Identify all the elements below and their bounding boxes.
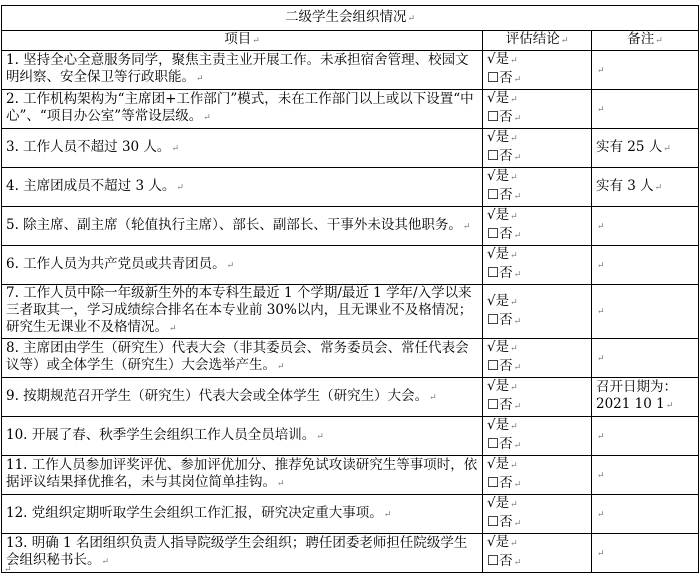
result-cell xyxy=(483,90,592,129)
paragraph-mark: ↵ xyxy=(597,431,605,442)
choice-no-label: ☐否 xyxy=(487,226,513,242)
note-cell xyxy=(592,456,699,495)
choice-yes-label: √是 xyxy=(487,207,510,223)
item-cell xyxy=(2,207,483,246)
choice-yes-label: √是 xyxy=(487,456,510,472)
choice-no-label: ☐否 xyxy=(487,187,513,203)
result-cell xyxy=(483,129,592,168)
item-text: 5. 除主席、副主席（轮值执行主席）、部长、副部长、干事外未设其他职务。 xyxy=(6,216,462,233)
choice-no-label: ☐否 xyxy=(487,311,513,328)
paragraph-mark: ↵ xyxy=(560,36,569,46)
paragraph-mark: ↵ xyxy=(510,173,518,183)
choice-yes-label: √是 xyxy=(487,129,510,145)
note-cell xyxy=(592,168,699,207)
item-cell xyxy=(2,534,483,573)
paragraph-mark: ↵ xyxy=(510,297,518,308)
paragraph-mark: ↵ xyxy=(655,36,663,46)
paragraph-mark: ↵ xyxy=(510,344,518,354)
choice-yes[interactable] xyxy=(487,456,587,475)
header-row xyxy=(2,31,699,51)
choice-no-label: ☐否 xyxy=(487,358,513,374)
paragraph-mark: ↵ xyxy=(597,104,605,115)
paragraph-mark: ↵ xyxy=(510,500,518,510)
item-text: 9. 按期规范召开学生（研究生）代表大会或全体学生（研究生）大会。 xyxy=(6,387,429,404)
choice-no[interactable] xyxy=(487,148,587,167)
choice-yes[interactable] xyxy=(487,246,587,265)
choice-no-label: ☐否 xyxy=(487,70,513,86)
choice-no-label: ☐否 xyxy=(487,514,513,530)
header-item: 项目 xyxy=(224,31,252,47)
table-row xyxy=(2,456,699,495)
choice-no[interactable] xyxy=(487,70,587,89)
paragraph-mark: ↵ xyxy=(407,13,416,24)
paragraph-mark: ↵ xyxy=(462,221,471,232)
paragraph-mark: ↵ xyxy=(277,362,285,372)
choice-no[interactable] xyxy=(487,109,587,128)
paragraph-mark: ↵ xyxy=(510,539,518,549)
paragraph-mark: ↵ xyxy=(513,75,522,85)
paragraph-mark: ↵ xyxy=(597,470,605,481)
note-cell xyxy=(592,129,699,168)
choice-no[interactable] xyxy=(487,514,587,533)
table-title: 二级学生会组织情况 xyxy=(284,8,407,25)
note-cell xyxy=(592,495,699,534)
paragraph-mark: ↵ xyxy=(277,479,285,489)
item-cell xyxy=(2,168,483,207)
item-cell xyxy=(2,90,483,129)
table-row xyxy=(2,534,699,573)
result-cell xyxy=(483,417,592,456)
paragraph-mark: ↵ xyxy=(510,95,518,105)
note-cell xyxy=(592,534,699,573)
choice-yes[interactable] xyxy=(487,339,587,358)
choice-yes-label: √是 xyxy=(487,246,510,262)
paragraph-mark: ↵ xyxy=(101,557,110,567)
note-text: 召开日期为：2021 10 1 xyxy=(596,379,677,412)
result-cell xyxy=(483,51,592,90)
choice-no[interactable] xyxy=(487,436,587,455)
table-row xyxy=(2,339,699,378)
paragraph-mark: ↵ xyxy=(597,509,605,520)
item-text: 4. 主席团成员不超过 3 人。 xyxy=(6,177,176,194)
paragraph-mark: ↵ xyxy=(513,441,522,451)
note-cell xyxy=(592,378,699,417)
paragraph-mark: ↵ xyxy=(203,113,211,123)
paragraph-mark: ↵ xyxy=(597,353,605,364)
choice-yes-label: √是 xyxy=(487,51,510,67)
item-text: 3. 工作人员不超过 30 人。 xyxy=(6,138,171,155)
paragraph-mark: ↵ xyxy=(597,65,605,76)
paragraph-mark: ↵ xyxy=(597,548,605,559)
result-cell xyxy=(483,168,592,207)
header-note-cell xyxy=(592,31,699,51)
paragraph-mark: ↵ xyxy=(383,509,392,520)
item-cell xyxy=(2,456,483,495)
table-row xyxy=(2,246,699,285)
paragraph-mark: ↵ xyxy=(510,134,518,144)
choice-yes[interactable] xyxy=(487,90,587,109)
paragraph-mark: ↵ xyxy=(176,182,184,193)
table-row xyxy=(2,495,699,534)
table-row xyxy=(2,207,699,246)
header-result-cell xyxy=(483,31,592,51)
choice-no-label: ☐否 xyxy=(487,475,513,491)
choice-no[interactable] xyxy=(487,265,587,284)
choice-yes[interactable] xyxy=(487,207,587,226)
table-row xyxy=(2,378,699,417)
item-cell xyxy=(2,378,483,417)
item-text: 8. 主席团由学生（研究生）代表大会（非其委员会、常务委员会、常任代表会议等）或全体学生（研究生）大会选举产生。 xyxy=(6,340,469,373)
note-cell xyxy=(592,207,699,246)
choice-yes-label: √是 xyxy=(487,90,510,106)
note-cell xyxy=(592,417,699,456)
note-text: 实有 25 人 xyxy=(596,138,663,155)
result-cell xyxy=(483,285,592,339)
item-cell xyxy=(2,495,483,534)
table-row xyxy=(2,285,699,339)
choice-no[interactable] xyxy=(487,553,587,572)
paragraph-mark: ↵ xyxy=(510,251,518,261)
paragraph-mark: ↵ xyxy=(597,221,605,232)
paragraph-mark: ↵ xyxy=(513,270,522,280)
choice-no[interactable] xyxy=(487,475,587,494)
header-note: 备注 xyxy=(627,31,655,47)
paragraph-mark: ↵ xyxy=(513,480,522,490)
choice-no-label: ☐否 xyxy=(487,148,513,164)
paragraph-mark: ↵ xyxy=(510,461,518,471)
choice-no-label: ☐否 xyxy=(487,109,513,125)
table-row xyxy=(2,51,699,90)
choice-yes-label: √是 xyxy=(487,417,510,433)
item-text: 6. 工作人员为共产党员或共青团员。 xyxy=(6,255,226,272)
choice-yes[interactable] xyxy=(487,378,587,397)
choice-no[interactable] xyxy=(487,358,587,377)
item-text: 2. 工作机构架构为“主席团+工作部门”模式，未在工作部门以上或以下设置“中心”、“项目办公室”等常设层级。 xyxy=(6,91,474,124)
choice-yes[interactable] xyxy=(487,129,587,148)
paragraph-mark: ↵ xyxy=(171,143,179,154)
document-end-mark: ↵ xyxy=(4,565,12,575)
table-title-cell xyxy=(2,6,699,31)
paragraph-mark: ↵ xyxy=(654,182,663,193)
result-cell xyxy=(483,246,592,285)
note-cell xyxy=(592,339,699,378)
choice-yes-label: √是 xyxy=(487,168,510,184)
choice-yes-label: √是 xyxy=(487,378,510,394)
note-cell xyxy=(592,90,699,129)
title-row xyxy=(2,6,699,31)
paragraph-mark: ↵ xyxy=(316,431,324,442)
choice-yes[interactable] xyxy=(487,534,587,553)
choice-no-label: ☐否 xyxy=(487,436,513,452)
item-text: 13. 明确 1 名团组织负责人指导院级学生会组织；聘任团委老师担任院级学生会组织秘书长。 xyxy=(6,535,468,568)
paragraph-mark: ↵ xyxy=(510,56,518,66)
choice-no[interactable] xyxy=(487,312,587,331)
choice-yes-label: √是 xyxy=(487,534,510,550)
note-cell xyxy=(592,51,699,90)
item-cell xyxy=(2,51,483,90)
paragraph-mark: ↵ xyxy=(597,307,605,317)
item-text: 12. 党组织定期听取学生会组织工作汇报，研究决定重大事项。 xyxy=(6,504,383,521)
item-cell xyxy=(2,285,483,339)
choice-no-label: ☐否 xyxy=(487,265,513,281)
header-item-cell xyxy=(2,31,483,51)
item-cell xyxy=(2,417,483,456)
paragraph-mark: ↵ xyxy=(252,36,260,46)
item-cell xyxy=(2,129,483,168)
item-text: 1. 坚持全心全意服务同学，聚焦主责主业开展工作。未承担宿舍管理、校园文明纠察、安全保卫等行政职能。 xyxy=(6,52,469,85)
result-cell xyxy=(483,456,592,495)
item-cell xyxy=(2,339,483,378)
header-result: 评估结论 xyxy=(505,31,560,47)
paragraph-mark: ↵ xyxy=(196,74,204,84)
result-cell xyxy=(483,207,592,246)
paragraph-mark: ↵ xyxy=(513,114,522,124)
result-cell xyxy=(483,339,592,378)
paragraph-mark: ↵ xyxy=(510,383,518,393)
paragraph-mark: ↵ xyxy=(513,363,522,373)
choice-yes[interactable] xyxy=(487,168,587,187)
paragraph-mark: ↵ xyxy=(513,558,522,568)
choice-no[interactable] xyxy=(487,226,587,245)
choice-yes[interactable] xyxy=(487,293,587,312)
choice-yes-label: √是 xyxy=(487,495,510,511)
note-text: 实有 3 人 xyxy=(596,177,654,194)
paragraph-mark: ↵ xyxy=(513,402,522,412)
note-cell xyxy=(592,285,699,339)
result-cell xyxy=(483,534,592,573)
choice-no-label: ☐否 xyxy=(487,397,513,413)
choice-yes[interactable] xyxy=(487,51,587,70)
evaluation-table xyxy=(1,5,699,573)
choice-yes-label: √是 xyxy=(487,292,510,309)
note-cell xyxy=(592,246,699,285)
paragraph-mark: ↵ xyxy=(513,519,522,529)
paragraph-mark: ↵ xyxy=(513,153,522,163)
paragraph-mark: ↵ xyxy=(169,324,177,334)
choice-yes[interactable] xyxy=(487,495,587,514)
paragraph-mark: ↵ xyxy=(513,231,522,241)
table-row xyxy=(2,417,699,456)
result-cell xyxy=(483,495,592,534)
table-row xyxy=(2,168,699,207)
paragraph-mark: ↵ xyxy=(665,401,674,411)
paragraph-mark: ↵ xyxy=(226,260,235,271)
item-cell xyxy=(2,246,483,285)
paragraph-mark: ↵ xyxy=(510,212,518,222)
result-cell xyxy=(483,378,592,417)
paragraph-mark: ↵ xyxy=(513,192,522,202)
choice-no[interactable] xyxy=(487,187,587,206)
choice-yes[interactable] xyxy=(487,417,587,436)
table-row xyxy=(2,129,699,168)
paragraph-mark: ↵ xyxy=(513,316,522,327)
paragraph-mark: ↵ xyxy=(510,422,518,432)
choice-yes-label: √是 xyxy=(487,339,510,355)
paragraph-mark: ↵ xyxy=(663,143,671,154)
item-text: 7. 工作人员中除一年级新生外的本专科生最近 1 个学期/最近 1 学年/入学以来三者取其一，学习成绩综合排名在本专业前 30%以内，且无课业不及格情况；研究生无课业不及格情况。 xyxy=(6,285,473,335)
choice-no-label: ☐否 xyxy=(487,553,513,569)
item-text: 11. 工作人员参加评奖评优、参加评优加分、推荐免试攻读研究生等事项时，依据评议结果择优推名，未与其岗位简单挂钩。 xyxy=(6,457,478,490)
table-row xyxy=(2,90,699,129)
paragraph-mark: ↵ xyxy=(597,260,605,271)
item-text: 10. 开展了春、秋季学生会组织工作人员全员培训。 xyxy=(6,426,316,443)
choice-no[interactable] xyxy=(487,397,587,416)
paragraph-mark: ↵ xyxy=(429,392,437,403)
